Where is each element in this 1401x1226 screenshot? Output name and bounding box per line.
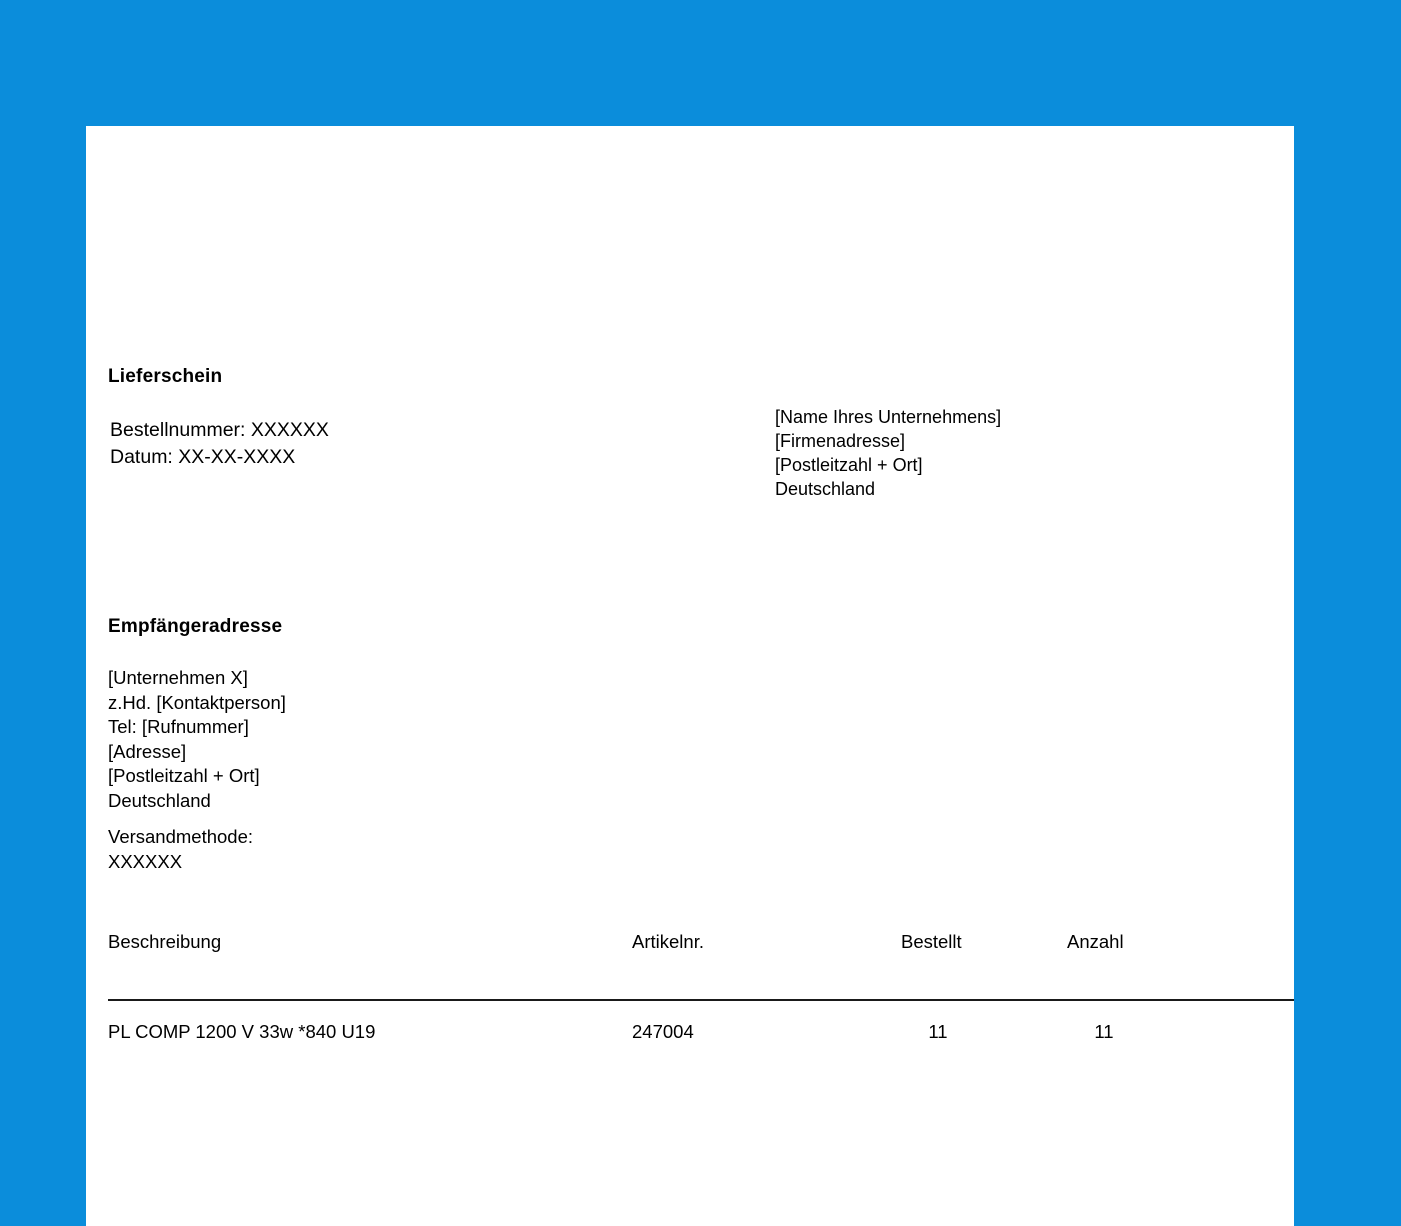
company-country: Deutschland	[775, 479, 876, 499]
company-name: [Name Ihres Unternehmens]	[775, 407, 1002, 427]
sender-company-address	[775, 405, 1001, 501]
recipient-address	[108, 666, 286, 813]
recipient-postal-city: [Postleitzahl + Ort]	[108, 765, 260, 786]
line-items-table	[108, 931, 1294, 1059]
cell-ordered: 11	[928, 1021, 948, 1042]
column-header-description: Beschreibung	[108, 931, 222, 952]
table-header-row	[108, 931, 1294, 999]
order-date: Datum: XX-XX-XXXX	[110, 446, 296, 468]
column-header-item-number: Artikelnr.	[632, 931, 704, 952]
cell-description: PL COMP 1200 V 33w *840 U19	[108, 1021, 376, 1042]
cell-quantity: 11	[1094, 1021, 1114, 1042]
company-postal-city: [Postleitzahl + Ort]	[775, 455, 923, 475]
page-title: Lieferschein	[108, 366, 223, 387]
shipping-method-label: Versandmethode:	[108, 826, 254, 847]
table-row	[108, 999, 1294, 1059]
column-header-quantity: Anzahl	[1067, 931, 1124, 952]
shipping-method-value: XXXXXX	[108, 850, 183, 872]
column-header-ordered: Bestellt	[901, 931, 962, 952]
company-address: [Firmenadresse]	[775, 431, 906, 451]
order-number: Bestellnummer: XXXXXX	[110, 419, 329, 441]
recipient-phone: Tel: [Rufnummer]	[108, 716, 249, 737]
recipient-country: Deutschland	[108, 789, 211, 811]
cell-item-number: 247004	[632, 1021, 694, 1042]
document-page	[86, 126, 1294, 1226]
order-info	[110, 417, 329, 471]
recipient-attention: z.Hd. [Kontaktperson]	[108, 691, 286, 713]
recipient-heading: Empfängeradresse	[108, 616, 283, 637]
shipping-method	[108, 825, 253, 874]
recipient-company: [Unternehmen X]	[108, 667, 248, 688]
document-content	[108, 126, 1278, 1226]
recipient-street: [Adresse]	[108, 740, 187, 762]
